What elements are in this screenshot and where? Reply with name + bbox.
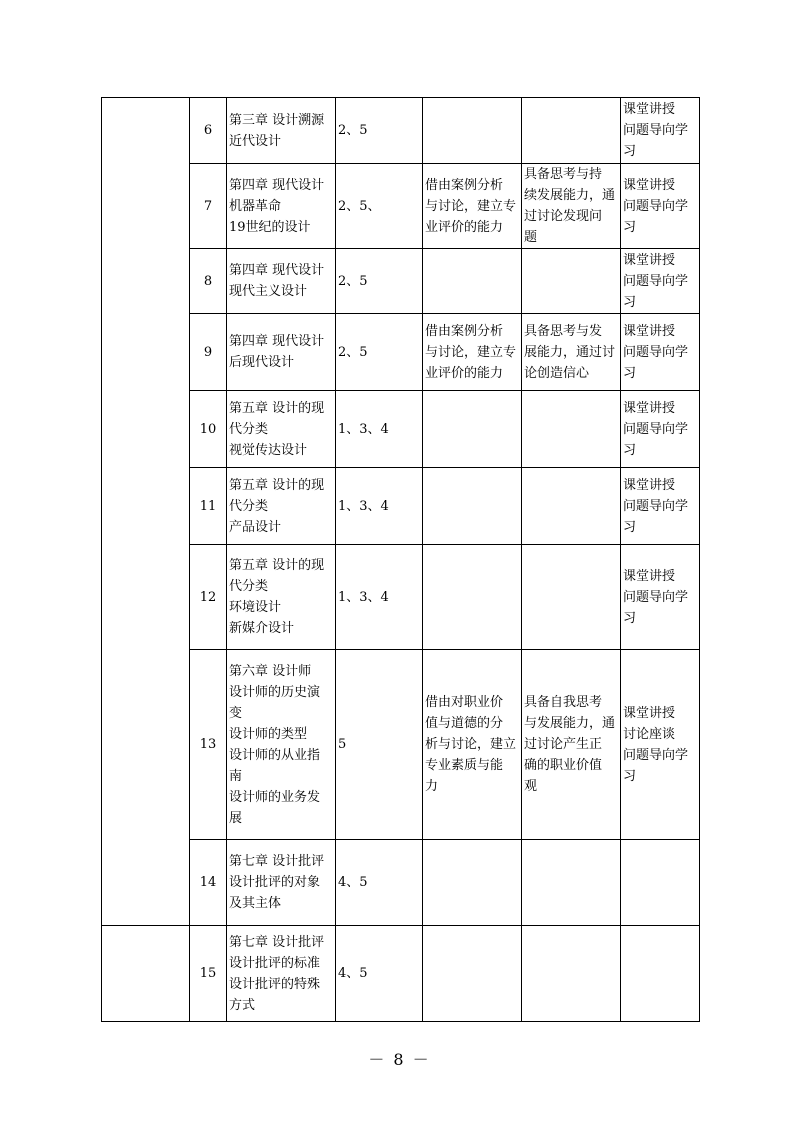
content-cell-line: 代分类 — [229, 498, 269, 514]
content-cell-line: 环境设计 — [229, 600, 282, 615]
content-cell-line: 视觉传达设计 — [229, 442, 308, 458]
methods-cell — [621, 314, 700, 391]
objectives-cell: 5 — [336, 650, 423, 840]
methods-cell-line: 习 — [623, 365, 637, 381]
quality-cell — [522, 926, 621, 1022]
methods-cell — [621, 164, 700, 249]
week-cell: 12 — [190, 545, 227, 650]
content-cell — [227, 545, 336, 650]
content-cell-line: 第五章 设计的现 — [229, 400, 325, 416]
quality-cell — [522, 468, 621, 545]
content-cell-line: 第六章 设计师 — [229, 663, 312, 679]
ability-cell — [423, 468, 522, 545]
methods-cell-line: 问题导向学 — [623, 747, 689, 763]
content-cell — [227, 314, 336, 391]
table-row — [102, 468, 700, 545]
methods-cell — [621, 926, 700, 1022]
methods-cell — [621, 545, 700, 650]
quality-cell — [522, 98, 621, 164]
quality-cell — [522, 650, 621, 840]
ability-cell — [423, 98, 522, 164]
ability-cell — [423, 249, 522, 314]
week-cell: 8 — [190, 249, 227, 314]
methods-cell-line: 问题导向学 — [623, 198, 689, 214]
ability-cell-line: 与讨论，建立专 — [425, 344, 517, 360]
content-cell — [227, 391, 336, 468]
content-cell-line: 第四章 现代设计 — [229, 334, 325, 349]
week-cell: 14 — [190, 840, 227, 926]
content-cell-line: 代分类 — [229, 421, 269, 437]
methods-cell-line: 习 — [623, 442, 637, 458]
module-cell — [102, 926, 190, 1022]
objectives-cell: 1、3、4 — [336, 468, 423, 545]
ability-cell — [423, 164, 522, 249]
methods-cell-line: 习 — [623, 519, 637, 535]
methods-cell — [621, 650, 700, 840]
quality-cell-line: 过讨论产生正 — [524, 737, 603, 752]
methods-cell-line: 习 — [623, 219, 637, 235]
methods-cell — [621, 468, 700, 545]
methods-cell — [621, 840, 700, 926]
methods-cell — [621, 391, 700, 468]
content-cell-line: 及其主体 — [229, 896, 282, 911]
content-cell-line: 第四章 现代设计 — [229, 177, 325, 193]
content-cell-line: 新媒介设计 — [229, 621, 295, 636]
methods-cell-line: 习 — [623, 144, 637, 159]
content-cell-line: 机器革命 — [229, 198, 282, 214]
methods-cell — [621, 249, 700, 314]
methods-cell-line: 习 — [623, 768, 637, 784]
ability-cell-line: 专业素质与能 — [425, 758, 504, 773]
table-row — [102, 314, 700, 391]
quality-cell — [522, 314, 621, 391]
methods-cell-line: 课堂讲授 — [623, 568, 676, 584]
week-cell: 7 — [190, 164, 227, 249]
table-row — [102, 249, 700, 314]
content-cell-line: 设计批评的标准 — [229, 955, 321, 971]
objectives-cell: 2、5 — [336, 98, 423, 164]
content-cell-line: 19世纪的设计 — [229, 219, 311, 235]
quality-cell-line: 过讨论发现问 — [524, 209, 603, 224]
content-cell-line: 产品设计 — [229, 519, 282, 535]
quality-cell — [522, 249, 621, 314]
quality-cell-line: 具备思考与持 — [524, 167, 603, 182]
methods-cell-line: 问题导向学 — [623, 589, 689, 605]
week-cell: 15 — [190, 926, 227, 1022]
content-cell-line: 设计师的业务发 — [229, 789, 321, 805]
content-cell-line: 展 — [229, 810, 243, 826]
content-cell-line: 第四章 现代设计 — [229, 263, 325, 278]
content-cell-line: 第三章 设计溯源 — [229, 112, 325, 128]
content-cell-line: 近代设计 — [229, 133, 282, 149]
methods-cell-line: 课堂讲授 — [623, 102, 676, 117]
ability-cell-line: 借由案例分析 — [425, 177, 504, 193]
quality-cell-line: 论创造信心 — [524, 365, 590, 381]
week-cell: 13 — [190, 650, 227, 840]
ability-cell-line: 析与讨论，建立 — [425, 737, 517, 752]
quality-cell-line: 确的职业价值 — [524, 758, 603, 773]
methods-cell-line: 习 — [623, 610, 637, 626]
quality-cell-line: 观 — [524, 779, 538, 794]
quality-cell — [522, 164, 621, 249]
methods-cell-line: 课堂讲授 — [623, 705, 676, 721]
quality-cell-line: 与发展能力，通 — [524, 716, 616, 731]
ability-cell-line: 借由案例分析 — [425, 323, 504, 339]
objectives-cell: 1、3、4 — [336, 545, 423, 650]
table-row — [102, 164, 700, 249]
objectives-cell: 2、5 — [336, 249, 423, 314]
ability-cell-line: 借由对职业价 — [425, 695, 504, 710]
table-row — [102, 391, 700, 468]
content-cell-line: 设计师的类型 — [229, 726, 308, 742]
content-cell-line: 变 — [229, 705, 243, 721]
ability-cell-line: 业评价的能力 — [425, 365, 504, 381]
methods-cell-line: 课堂讲授 — [623, 177, 676, 193]
ability-cell — [423, 314, 522, 391]
content-cell-line: 第七章 设计批评 — [229, 934, 325, 950]
table-row — [102, 926, 700, 1022]
content-cell-line: 第五章 设计的现 — [229, 558, 325, 573]
page-number: － 8 － — [368, 1050, 431, 1069]
ability-cell-line: 值与道德的分 — [425, 716, 504, 731]
methods-cell-line: 问题导向学 — [623, 344, 689, 360]
ability-cell — [423, 926, 522, 1022]
objectives-cell: 2、5 — [336, 314, 423, 391]
quality-cell-line: 续发展能力，通 — [524, 188, 616, 203]
content-cell — [227, 840, 336, 926]
content-cell-line: 现代主义设计 — [229, 284, 308, 299]
quality-cell — [522, 391, 621, 468]
content-cell-line: 第七章 设计批评 — [229, 854, 325, 869]
ability-cell — [423, 840, 522, 926]
quality-cell-line: 具备思考与发 — [524, 323, 603, 339]
quality-cell-line: 具备自我思考 — [524, 695, 603, 710]
module-cell — [102, 98, 190, 926]
content-cell-line: 设计批评的特殊 — [229, 976, 321, 992]
methods-cell-line: 问题导向学 — [623, 273, 689, 289]
content-cell-line: 设计师的从业指 — [229, 747, 321, 763]
ability-cell — [423, 650, 522, 840]
content-cell — [227, 249, 336, 314]
objectives-cell: 1、3、4 — [336, 391, 423, 468]
week-cell: 10 — [190, 391, 227, 468]
content-cell-line: 设计师的历史演 — [229, 684, 321, 700]
table-row — [102, 650, 700, 840]
ability-cell — [423, 391, 522, 468]
content-cell — [227, 164, 336, 249]
content-cell-line: 南 — [229, 768, 243, 784]
ability-cell-line: 业评价的能力 — [425, 219, 504, 235]
week-cell: 11 — [190, 468, 227, 545]
content-cell-line: 方式 — [229, 997, 256, 1013]
ability-cell-line: 与讨论，建立专 — [425, 198, 517, 214]
methods-cell-line: 课堂讲授 — [623, 477, 676, 493]
content-cell-line: 代分类 — [229, 579, 269, 594]
quality-cell — [522, 840, 621, 926]
methods-cell-line: 课堂讲授 — [623, 400, 676, 416]
content-cell — [227, 926, 336, 1022]
quality-cell-line: 展能力，通过讨 — [524, 344, 616, 360]
course-schedule-table — [101, 97, 700, 1022]
content-cell — [227, 468, 336, 545]
table-row — [102, 98, 700, 164]
content-cell-line: 设计批评的对象 — [229, 875, 321, 890]
table-row — [102, 840, 700, 926]
content-cell — [227, 650, 336, 840]
methods-cell-line: 课堂讲授 — [623, 323, 676, 339]
week-cell: 9 — [190, 314, 227, 391]
table-row — [102, 545, 700, 650]
content-cell-line: 后现代设计 — [229, 355, 295, 370]
methods-cell — [621, 98, 700, 164]
methods-cell-line: 问题导向学 — [623, 498, 689, 514]
methods-cell-line: 讨论座谈 — [623, 726, 676, 742]
methods-cell-line: 习 — [623, 294, 637, 310]
objectives-cell: 4、5 — [336, 926, 423, 1022]
methods-cell-line: 问题导向学 — [623, 421, 689, 437]
quality-cell — [522, 545, 621, 650]
ability-cell — [423, 545, 522, 650]
methods-cell-line: 课堂讲授 — [623, 252, 676, 268]
quality-cell-line: 题 — [524, 230, 538, 245]
week-cell: 6 — [190, 98, 227, 164]
methods-cell-line: 问题导向学 — [623, 123, 689, 138]
ability-cell-line: 力 — [425, 779, 439, 794]
objectives-cell: 4、5 — [336, 840, 423, 926]
content-cell — [227, 98, 336, 164]
objectives-cell: 2、5、 — [336, 164, 423, 249]
content-cell-line: 第五章 设计的现 — [229, 477, 325, 493]
